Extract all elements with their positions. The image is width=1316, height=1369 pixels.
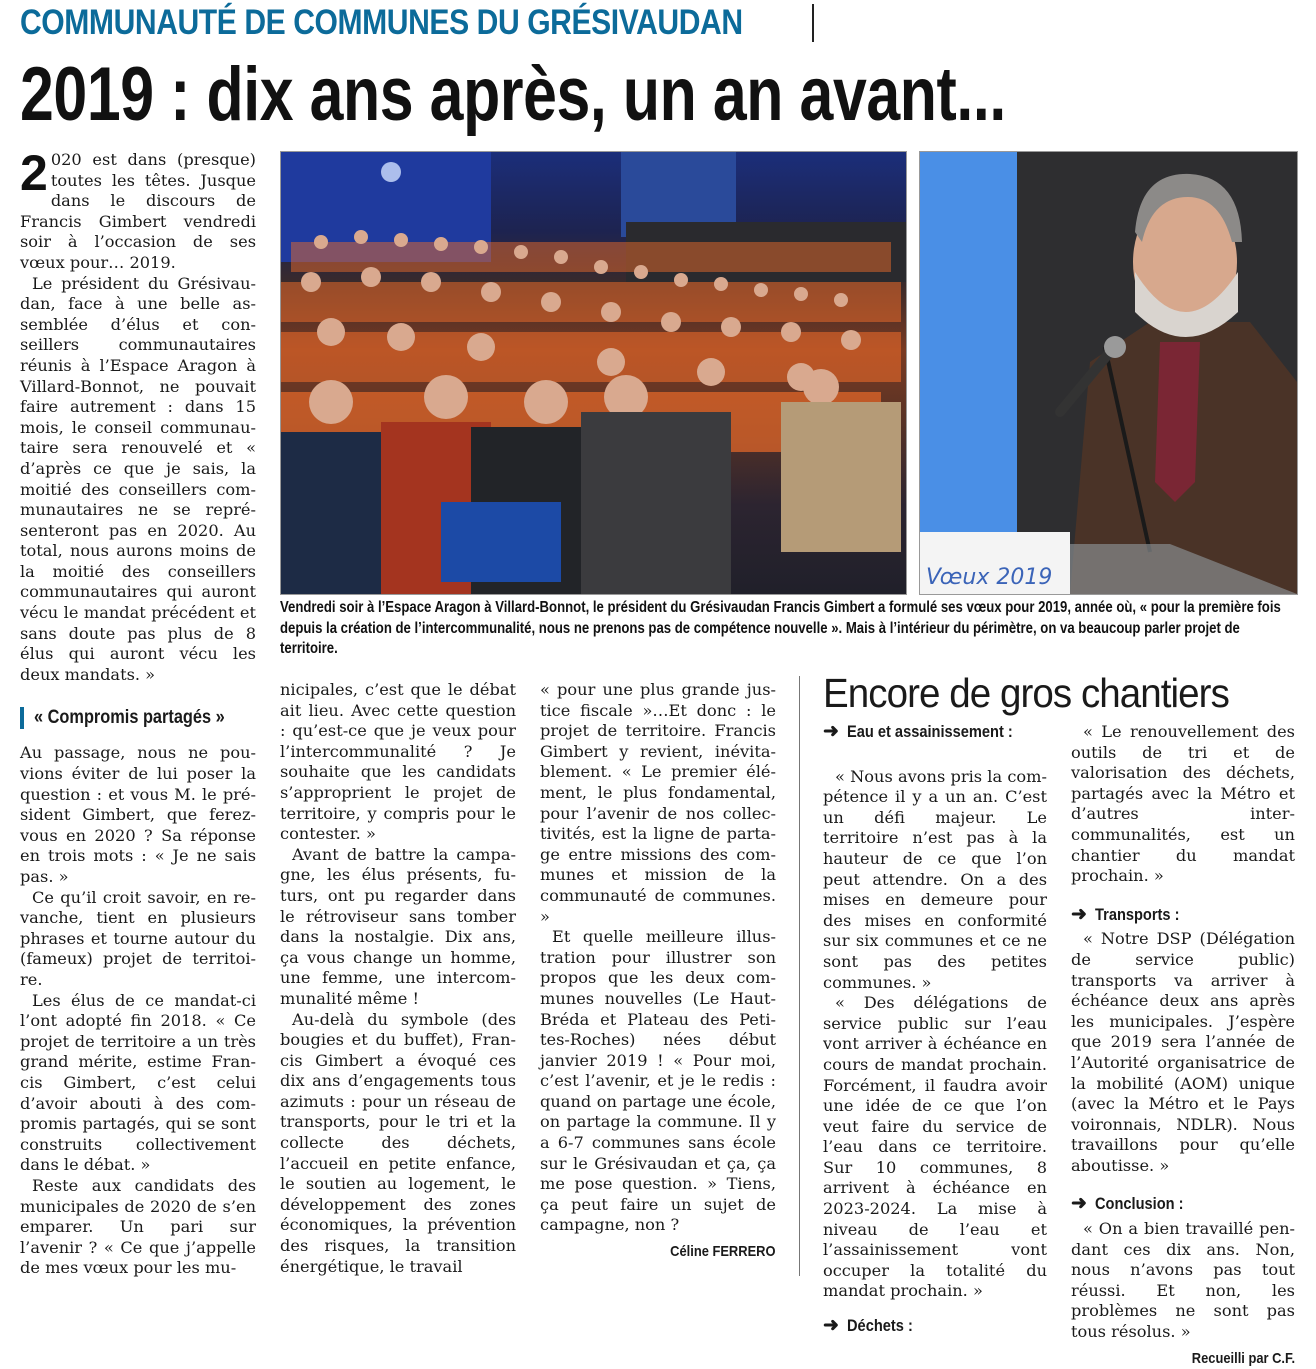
sidebar-section-heading [1071, 905, 1295, 926]
kicker-divider [812, 4, 814, 42]
article-column-1 [20, 145, 256, 1279]
byline-text: Céline FERRERO [670, 1243, 776, 1261]
arrow-right-icon: ➜ [823, 721, 839, 742]
sidebar-column-1 [823, 722, 1047, 1341]
speaker-photo [919, 151, 1298, 595]
sidebar-byline [1071, 1349, 1295, 1369]
sidebar-byline-text: Recueilli par C.F. [1191, 1349, 1295, 1367]
drop-cap: 2 [20, 145, 48, 201]
headline: 2019 : dix ans après, un an avant... [20, 52, 1006, 137]
sidebar-divider [799, 676, 800, 1276]
paragraph: « Des délégations de service public sur l’eau vont arriver à échéance en cours de mandat prochain. Forcément, il faudra avoir une idée de ce que l’on veut faire du service de l’eau dans ce territoire. Sur 10 communes, 8 arrivent à échéance en 2023-2024. La mise à niveau de l’eau et l’assainissement vont occuper la totalité du mandat prochain. » [823, 993, 1047, 1301]
sidebar-section-heading [823, 1316, 1047, 1337]
arrow-right-icon: ➜ [1071, 1193, 1087, 1215]
podium-text: Vœux 2019 [926, 565, 1053, 590]
paragraph: 020 est dans (presque) toutes les têtes. Jusque dans le discours de Francis Gimbert vendredi soir à l’occasion de ses vœux pour… 2019. [20, 150, 256, 272]
sidebar-column-2 [1071, 722, 1295, 1369]
paragraph: « On a bien travaillé pendant ces dix ans. Non, nous n’avons pas tout réussi. Et non, les problèmes ne sont pas tous résolus. » [1071, 1219, 1295, 1342]
paragraph: Au-delà du symbole (des bougies et du buffet), Francis Gimbert a évoqué ces dix ans d’engagements tous azimuts : pour un réseau de transports, pour le tri et la collecte des déchets, l’accueil en petite enfance, le soutien au logement, le développement des zones économiques, la prévention des risques, la transition énergétique, le travail [280, 1009, 516, 1276]
paragraph: Au passage, nous ne pouvions éviter de lui poser la question : et vous M. le président Gimbert, que ferez-vous en 2020 ? Sa réponse en trois mots : « Je ne sais pas. » [20, 743, 256, 886]
article-column-3 [540, 680, 776, 1263]
paragraph: Reste aux candidats des municipales de 2020 de s’en emparer. Un pari sur l’avenir ? « Ce que j’appelle de mes vœux pour les mu- [20, 1175, 256, 1278]
sidebar-title: Encore de gros chantiers [823, 670, 1229, 716]
paragraph: Avant de battre la campagne, les élus présents, futurs, ont pu regarder dans le rétroviseur sans tomber dans la nostalgie. Dix ans, ça vous change un homme, une femme, une intercommunalité même ! [280, 844, 516, 1008]
arrow-right-icon: ➜ [823, 1315, 839, 1337]
arrow-right-icon: ➜ [1071, 903, 1087, 925]
subhead-marker [20, 707, 24, 729]
subhead [20, 707, 256, 729]
paragraph: « Le renouvellement des outils de tri et de valorisation des déchets, partagés avec la Métro et d’autres intercommunalités, est un chantier du mandat prochain. » [1071, 722, 1295, 886]
audience-photo [280, 151, 907, 595]
paragraph: Ce qu’il croit savoir, en revanche, tient en plusieurs phrases et tourne autour du (fameux) projet de territoire. [20, 887, 256, 989]
paragraph: Le président du Grésivaudan, face à une belle assemblée d’élus et conseillers communautaires réunis à l’Espace Aragon à Villard-Bonnot, ne pouvait faire autrement : dans 15 mois, le conseil communautaire sera renouvelé et « d’après ce que je sais, la moitié des conseillers communautaires ne se représenteront pas en 2020. Au total, nous aurons moins de la moitié des conseillers communautaires qui auront vécu le mandat précédent et sans doute pas plus de 8 élus qui auront vécu les deux mandats. » [20, 273, 256, 684]
paragraph: « Nous avons pris la compétence il y a un an. C’est un défi majeur. Le territoire n’est pas à la hauteur de ce que l’on peut attendre. On a des mises en demeure pour des mises en conformité sur six communes et ce ne sont pas des petites communes. » [823, 766, 1047, 992]
section-kicker [20, 2, 860, 44]
kicker-text: COMMUNAUTÉ DE COMMUNES DU GRÉSIVAUDAN [20, 3, 743, 42]
subhead-text: « Compromis partagés » [34, 707, 225, 729]
section-label: Déchets : [846, 1316, 913, 1336]
paragraph: nicipales, c’est que le débat ait lieu. Avec cette question : qu’est-ce que je veux pour l’intercommunalité ? Je souhaite que les candidats s’approprient le projet de territoire, y compris pour le contester. » [280, 680, 516, 844]
article-column-2 [280, 680, 516, 1277]
section-label: Eau et assainissement : [846, 722, 1013, 741]
paragraph: Les élus de ce mandat-ci l’ont adopté fin 2018. « Ce projet de territoire a un très grand mérite, estime Francis Gimbert, c’est celui d’avoir abouti à des compromis partagés, qui se sont construits collectivement dans le débat. » [20, 990, 256, 1175]
byline [540, 1242, 776, 1263]
sidebar-section-heading [1071, 1194, 1295, 1215]
paragraph: Et quelle meilleure illustration pour illustrer son propos que les deux communes nouvelles (Le Haut-Bréda et Plateau des Petites-Roches) nées début janvier 2019 ! « Pour moi, c’est l’avenir, et je le redis : quand on partage une école, on partage la commune. Il y a 6-7 communes sans école sur le Grésivaudan et ça, ça me pose question. » Tiens, ça peut faire un sujet de campagne, non ? [540, 927, 776, 1235]
section-label: Transports : [1094, 904, 1180, 924]
sidebar-section-heading [823, 722, 1047, 743]
section-label: Conclusion : [1094, 1194, 1184, 1214]
speaker-illustration [920, 152, 1297, 594]
audience-illustration [281, 152, 906, 594]
paragraph: « pour une plus grande justice fiscale »…Et donc : le projet de territoire. Francis Gimbert y revient, inévitablement. « Le premier élément, le plus fondamental, pour l’avenir de nos collectivités, est la ligne de partage entre missions des communes et mission de la communauté de communes. » [540, 680, 776, 926]
paragraph: « Notre DSP (Délégation de service public) transports va arriver à échéance deux ans après les municipales. J’espère que 2019 sera l’année de l’Autorité organisatrice de la mobilité (AOM) unique (avec la Métro et le Pays voironnais, NDLR). Nous travaillons pour qu’elle aboutisse. » [1071, 929, 1295, 1175]
photo-caption: Vendredi soir à l’Espace Aragon à Villard-Bonnot, le président du Grésivaudan Francis Gimbert a formulé ses vœux pour 2019, année où, « pour la première fois depuis la création de l’intercommunalité, nous ne prenons pas de compétence nouvelle ». Mais à l’intérieur du périmètre, on va beaucoup parler projet de territoire. [280, 599, 1281, 657]
